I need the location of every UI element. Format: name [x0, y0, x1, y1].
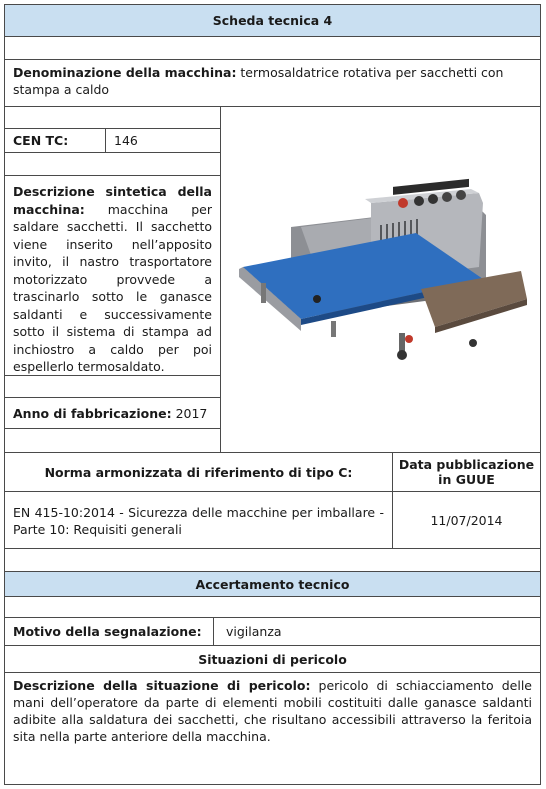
reason-label-cell: Motivo della segnalazione: — [4, 617, 214, 646]
sheet-title: Scheda tecnica 4 — [4, 4, 541, 37]
spacer-row — [4, 596, 541, 618]
spacer-row — [4, 152, 221, 176]
hazard-description-cell: Descrizione della situazione di pericolo: pericolo di schiacciamento delle mani dell’operatore da parte di elementi mobili costituiti dalle ganasce saldanti adibite alla saldatura dei sacchetti, che risultano accessibili attraverso la feritoia sita nella parte anteriore della macchina. — [4, 672, 541, 785]
machine-name-row — [4, 59, 541, 107]
machine-photo — [221, 107, 540, 452]
cen-tc-label-cell: CEN TC: — [4, 128, 106, 153]
reason-value-cell: vigilanza — [213, 617, 541, 646]
spacer-row — [4, 375, 221, 398]
machine-name-value: termosaldatrice rotativa per sacchetti con stampa a caldo — [13, 65, 504, 97]
machine-name-label: Denominazione della macchina: — [13, 65, 237, 80]
date-value-cell: 11/07/2014 — [392, 491, 541, 549]
date-header-cell: Data pubblicazione in GUUE — [392, 452, 541, 492]
technical-sheet — [4, 4, 541, 785]
year-row: Anno di fabbricazione: 2017 — [4, 397, 221, 429]
section-header-hazards: Situazioni di pericolo — [4, 645, 541, 673]
section-header-assessment: Accertamento tecnico — [4, 571, 541, 597]
cen-tc-value-cell: 146 — [105, 128, 221, 153]
norm-header-cell: Norma armonizzata di riferimento di tipo C: — [4, 452, 393, 492]
description-cell: Descrizione sintetica della macchina: macchina per saldare sacchetti. Il sacchetto viene inserito nell’apposito invito, il nastro trasportatore motorizzato provvede a trascinarlo sotto le ganasce saldanti e successivamente sotto il sistema di stampa ad inchiostro a caldo per poi espellerlo termosaldato. — [4, 175, 221, 376]
spacer-row — [4, 106, 221, 129]
spacer-row — [4, 36, 541, 60]
spacer-row — [4, 548, 541, 572]
spacer-row — [4, 428, 221, 453]
norm-value-cell: EN 415-10:2014 - Sicurezza delle macchine per imballare - Parte 10: Requisiti generali — [4, 491, 393, 549]
machine-photo-cell — [220, 106, 541, 453]
